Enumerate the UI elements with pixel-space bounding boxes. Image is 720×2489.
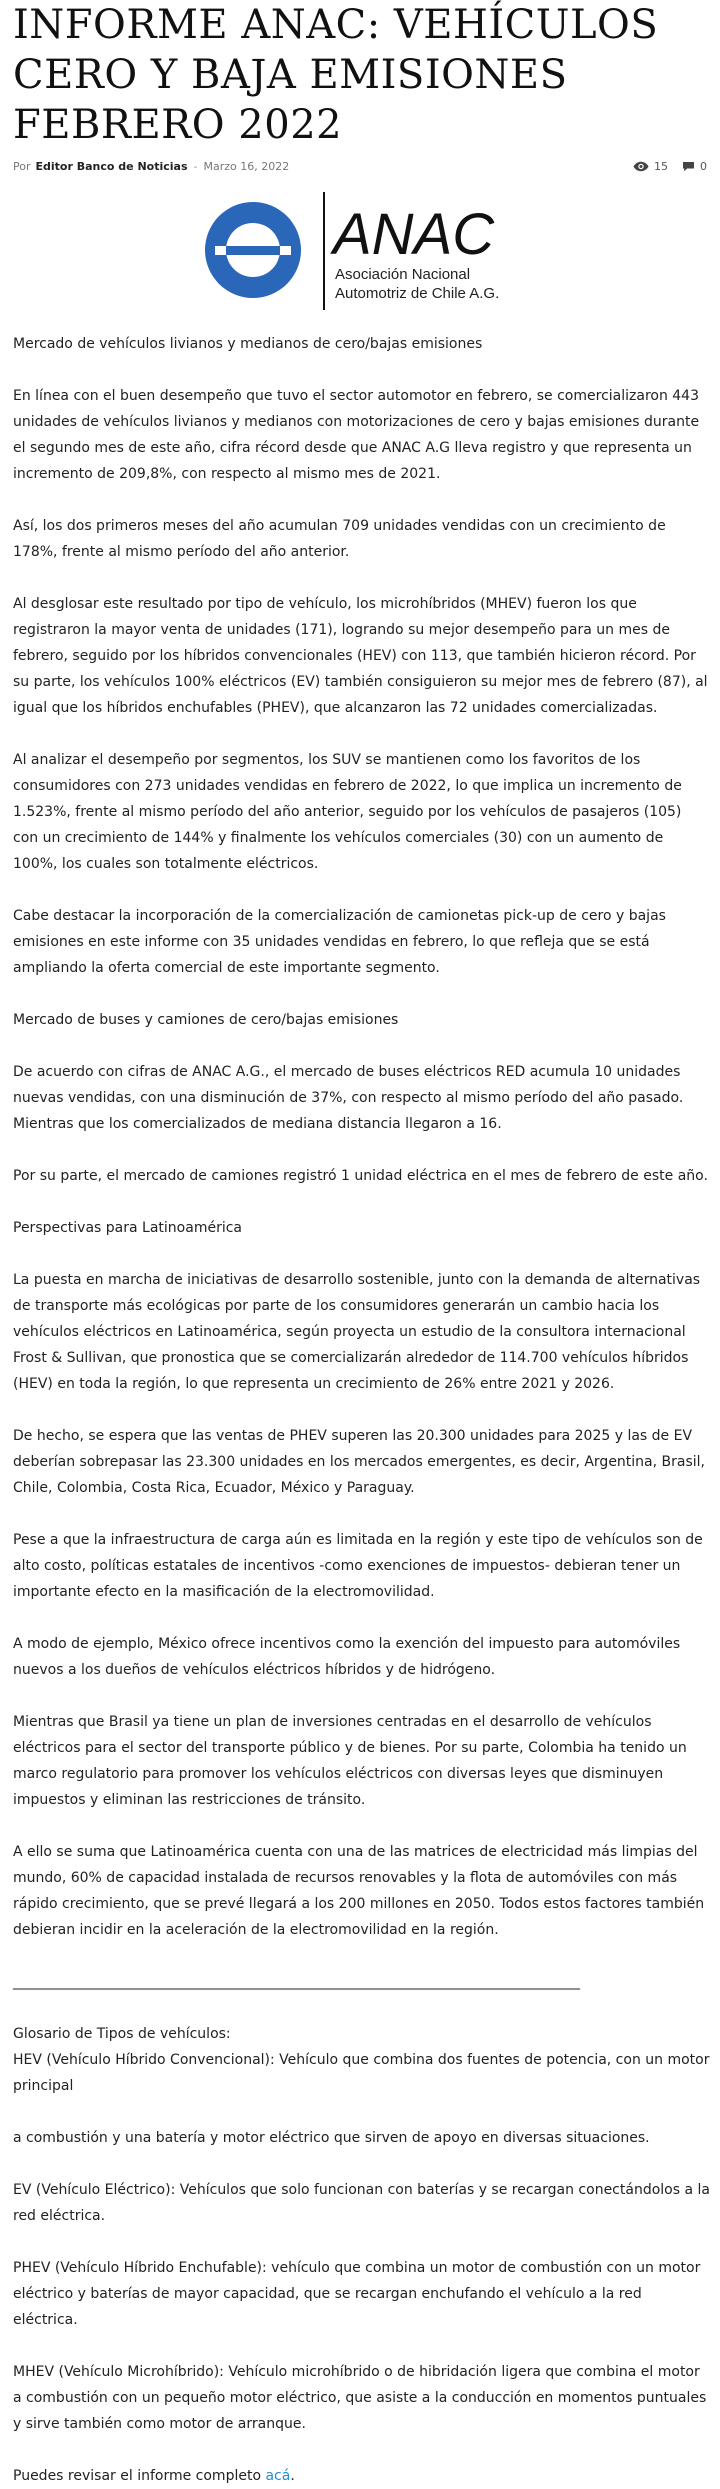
- section-heading-light-vehicles: Mercado de vehículos livianos y medianos de cero/bajas emisiones: [13, 336, 483, 352]
- paragraph: Pese a que la infraestructura de carga aún es limitada en la región y este tipo de vehículos son de alto costo, políticas estatales de incentivos -como exenciones de impuestos- debieran tener un importante efecto en la masificación de la electromovilidad.: [13, 1532, 703, 1600]
- article-stats: [633, 160, 707, 173]
- comment-icon: [682, 161, 695, 172]
- section-heading-latam: Perspectivas para Latinoamérica: [13, 1220, 242, 1236]
- divider-line: _________________________________________________________________________________: [13, 1974, 580, 1990]
- byline-prefix: Por: [13, 159, 31, 173]
- report-link-suffix: .: [290, 2468, 295, 2484]
- paragraph: De acuerdo con cifras de ANAC A.G., el mercado de buses eléctricos RED acumula 10 unidades nuevas vendidas, con una disminución de 37%, con respecto al mismo período del año pasado. Mientras que los comercializados de mediana distancia llegaron a 16.: [13, 1064, 684, 1132]
- paragraph: Mientras que Brasil ya tiene un plan de inversiones centradas en el desarrollo de vehículos eléctricos para el sector del transporte público y de bienes. Por su parte, Colombia ha tenido un marco regulatorio para promover los vehículos eléctricos con diversas leyes que disminuyen impuestos y eliminan las restricciones de tránsito.: [13, 1714, 687, 1808]
- views-count: 15: [654, 159, 668, 173]
- report-link-line: [13, 2463, 710, 2489]
- paragraph: Al desglosar este resultado por tipo de vehículo, los microhíbridos (MHEV) fueron los que registraron la mayor venta de unidades (171), logrando su mejor desempeño para un mes de febrero, seguido por los híbridos convencionales (HEV) con 113, que también hicieron récord. Por su parte, los vehículos 100% eléctricos (EV) también consiguieron su mejor mes de febrero (87), al igual que los híbridos enchufables (PHEV), que alcanzaron las 72 unidades comercializadas.: [13, 596, 708, 716]
- glossary-hev-continued: a combustión y una batería y motor eléctrico que sirven de apoyo en diversas situaciones.: [13, 2130, 650, 2146]
- paragraph: Por su parte, el mercado de camiones registró 1 unidad eléctrica en el mes de febrero de este año.: [13, 1168, 708, 1184]
- glossary-heading: Glosario de Tipos de vehículos:: [13, 2026, 231, 2042]
- meta-separator: -: [193, 159, 198, 173]
- paragraph: Cabe destacar la incorporación de la comercialización de camionetas pick-up de cero y bajas emisiones en este informe con 35 unidades vendidas en febrero, lo que refleja que se está ampliando la oferta comercial de este importante segmento.: [13, 908, 666, 976]
- views-stat: [633, 160, 668, 173]
- article-title: INFORME ANAC: VEHÍCULOS CERO Y BAJA EMISIONES FEBRERO 2022: [13, 2, 659, 148]
- article-meta: [13, 156, 707, 176]
- paragraph: Al analizar el desempeño por segmentos, los SUV se mantienen como los favoritos de los consumidores con 273 unidades vendidas en febrero de 2022, lo que implica un incremento de 1.523%, frente al mismo período del año anterior, seguido por los vehículos de pasajeros (105) con un crecimiento de 144% y finalmente los vehículos comerciales (30) con un aumento de 100%, los cuales son totalmente eléctricos.: [13, 752, 682, 872]
- publish-date: Marzo 16, 2022: [203, 159, 290, 173]
- glossary-hev: HEV (Vehículo Híbrido Convencional): Vehículo que combina dos fuentes de potencia, con un motor principal: [13, 2052, 710, 2094]
- comments-stat[interactable]: [682, 160, 707, 173]
- author-link[interactable]: Editor Banco de Noticias: [35, 159, 188, 173]
- article-body: [13, 331, 710, 2489]
- report-link-prefix: Puedes revisar el informe completo: [13, 2468, 266, 2484]
- glossary-mhev: MHEV (Vehículo Microhíbrido): Vehículo microhíbrido o de hibridación ligera que combina el motor a combustión con un pequeño motor eléctrico, que asiste a la conducción en momentos puntuales y sirve también como motor de arranque.: [13, 2364, 707, 2432]
- glossary-phev: PHEV (Vehículo Híbrido Enchufable): vehículo que combina un motor de combustión con un motor eléctrico y baterías de mayor capacidad, que se recargan enchufando el vehículo a la red eléctrica.: [13, 2260, 701, 2328]
- section-heading-buses-trucks: Mercado de buses y camiones de cero/bajas emisiones: [13, 1012, 399, 1028]
- paragraph: De hecho, se espera que las ventas de PHEV superen las 20.300 unidades para 2025 y las de EV deberían sobrepasar las 23.300 unidades en los mercados emergentes, es decir, Argentina, Brasil, Chile, Colombia, Costa Rica, Ecuador, México y Paraguay.: [13, 1428, 706, 1496]
- paragraph: En línea con el buen desempeño que tuvo el sector automotor en febrero, se comercializaron 443 unidades de vehículos livianos y medianos con motorizaciones de cero y bajas emisiones durante el segundo mes de este año, cifra récord desde que ANAC A.G lleva registro y que representa un incremento de 209,8%, con respecto al mismo mes de 2021.: [13, 388, 700, 482]
- eye-icon: [633, 161, 649, 172]
- paragraph: La puesta en marcha de iniciativas de desarrollo sostenible, junto con la demanda de alternativas de transporte más ecológicas por parte de los consumidores generarán un cambio hacia los vehículos eléctricos en Latinoamérica, según proyecta un estudio de la consultora internacional Frost & Sullivan, que pronostica que se comercializarán alrededor de 114.700 vehículos híbridos (HEV) en toda la región, lo que representa un crecimiento de 26% entre 2021 y 2026.: [13, 1272, 701, 1392]
- comments-count: 0: [700, 159, 707, 173]
- logo-line-2: Automotriz de Chile A.G.: [335, 285, 500, 302]
- paragraph: Así, los dos primeros meses del año acumulan 709 unidades vendidas con un crecimiento de 178%, frente al mismo período del año anterior.: [13, 518, 666, 560]
- paragraph: A ello se suma que Latinoamérica cuenta con una de las matrices de electricidad más limpias del mundo, 60% de capacidad instalada de recursos renovables y la flota de automóviles con más rápido crecimiento, que se prevé llegará a los 200 millones en 2050. Todos estos factores también debieran incidir en la aceleración de la electromovilidad en la región.: [13, 1844, 705, 1938]
- glossary-ev: EV (Vehículo Eléctrico): Vehículos que solo funcionan con baterías y se recargan conectándolos a la red eléctrica.: [13, 2182, 710, 2224]
- report-link[interactable]: acá: [265, 2468, 291, 2484]
- anac-logo: [205, 190, 535, 315]
- paragraph: A modo de ejemplo, México ofrece incentivos como la exención del impuesto para automóviles nuevos a los dueños de vehículos eléctricos híbridos y de hidrógeno.: [13, 1636, 681, 1678]
- logo-wordmark: ANAC: [333, 202, 495, 267]
- logo-line-1: Asociación Nacional: [335, 266, 471, 283]
